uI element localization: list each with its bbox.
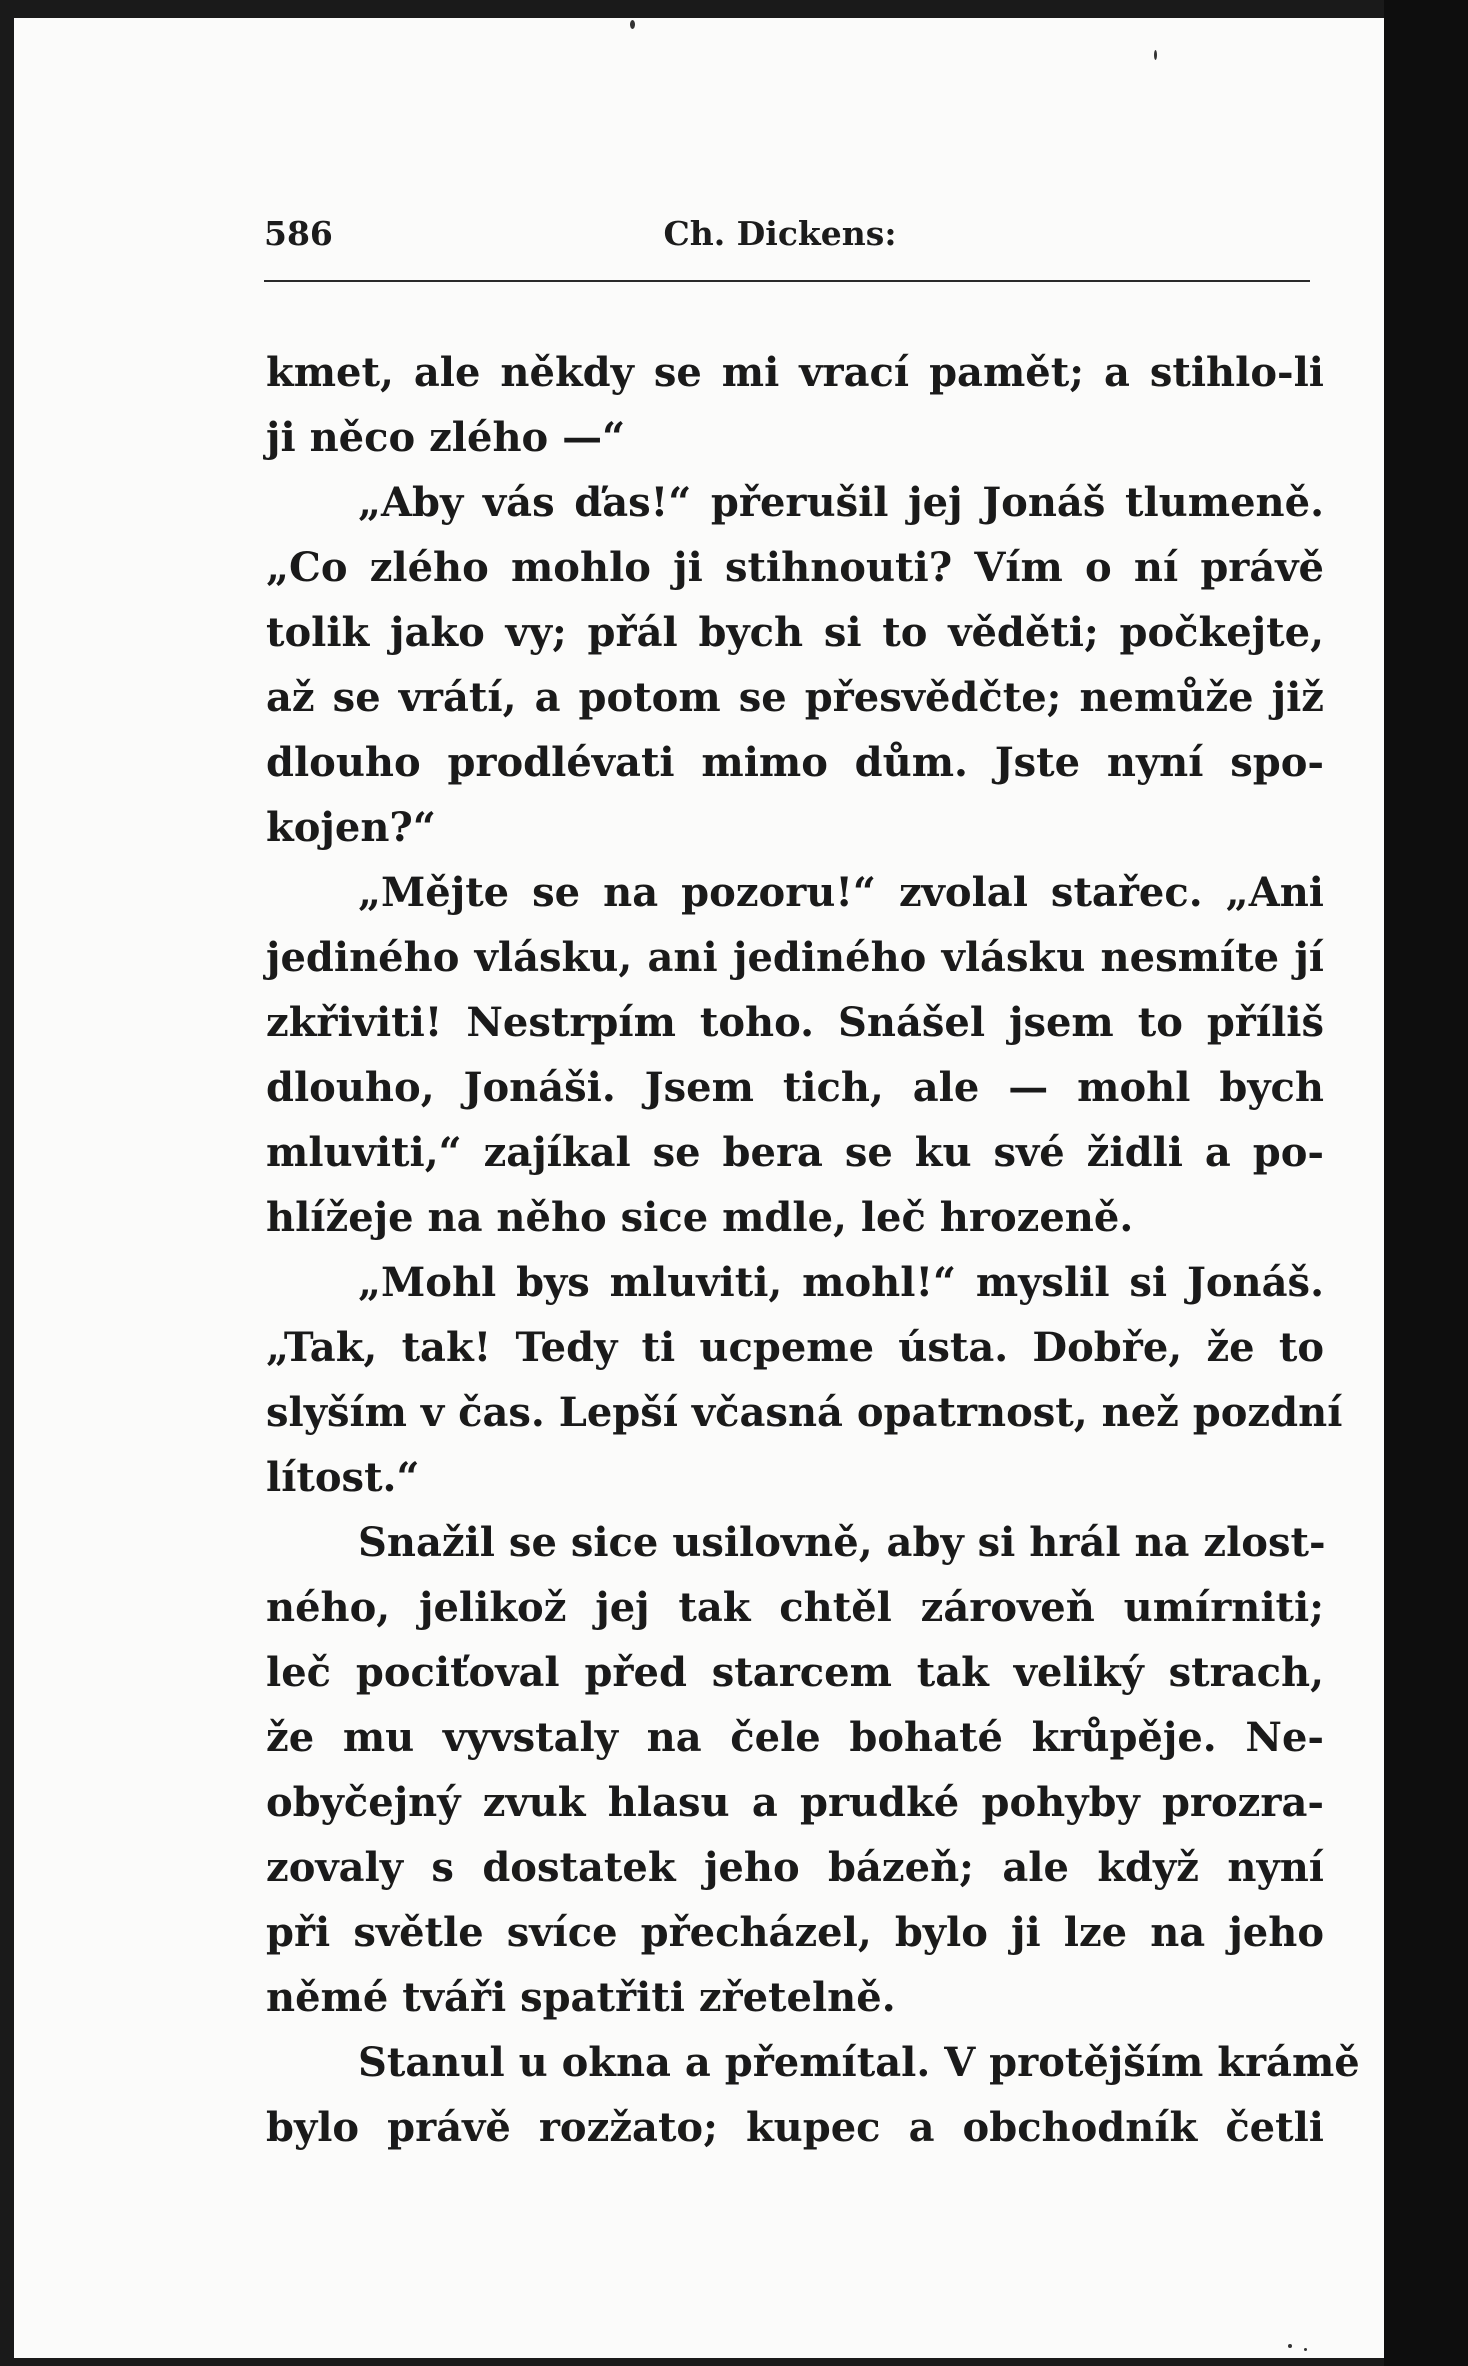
header-rule: [264, 280, 1310, 282]
text-line: Stanul u okna a přemítal. V protějším krámě: [358, 2039, 1360, 2086]
text-line: až se vrátí, a potom se přesvědčte; nemůže již: [266, 674, 1324, 721]
print-speck: [1304, 2348, 1307, 2351]
book-page: [14, 18, 1384, 2358]
page-number: 586: [264, 214, 333, 253]
print-speck: [1288, 2344, 1292, 2348]
text-line: němé tváři spatřiti zřetelně.: [266, 1974, 896, 2021]
text-line: „Aby vás ďas!“ přerušil jej Jonáš tlumeně.: [358, 479, 1324, 526]
text-line: dlouho prodlévati mimo dům. Jste nyní spo-: [266, 739, 1324, 786]
text-line: dlouho, Jonáši. Jsem tich, ale — mohl bych: [266, 1064, 1324, 1111]
text-line: ného, jelikož jej tak chtěl zároveň umírniti;: [266, 1584, 1324, 1631]
text-line: hlížeje na něho sice mdle, leč hrozeně.: [266, 1194, 1134, 1241]
print-speck: [630, 20, 635, 29]
text-line: při světle svíce přecházel, bylo ji lze na jeho: [266, 1909, 1324, 1956]
text-line: kmet, ale někdy se mi vrací pamět; a stihlo-li: [266, 349, 1324, 396]
text-line: tolik jako vy; přál bych si to věděti; počkejte,: [266, 609, 1324, 656]
page-header: [250, 214, 1310, 258]
text-line: „Mějte se na pozoru!“ zvolal stařec. „Ani: [358, 869, 1324, 916]
text-line: jediného vlásku, ani jediného vlásku nesmíte jí: [266, 934, 1324, 981]
body-text: [266, 340, 1360, 2160]
text-line: zovaly s dostatek jeho bázeň; ale když nyní: [266, 1844, 1324, 1891]
text-line: obyčejný zvuk hlasu a prudké pohyby prozra-: [266, 1779, 1324, 1826]
running-head: Ch. Dickens:: [663, 214, 897, 253]
scan-edge: [1384, 0, 1468, 2366]
text-line: kojen?“: [266, 804, 436, 851]
text-line: „Tak, tak! Tedy ti ucpeme ústa. Dobře, že to: [266, 1324, 1324, 1371]
text-line: zkřiviti! Nestrpím toho. Snášel jsem to příliš: [266, 999, 1324, 1046]
print-speck: [1154, 50, 1157, 60]
text-line: bylo právě rozžato; kupec a obchodník četli: [266, 2104, 1324, 2151]
text-line: mluviti,“ zajíkal se bera se ku své židli a po-: [266, 1129, 1324, 1176]
text-line: „Co zlého mohlo ji stihnouti? Vím o ní právě: [266, 544, 1324, 591]
text-line: leč pociťoval před starcem tak veliký strach,: [266, 1649, 1324, 1696]
text-line: ji něco zlého —“: [266, 414, 626, 461]
text-line: slyším v čas. Lepší včasná opatrnost, než pozdní: [266, 1389, 1343, 1436]
text-line: Snažil se sice usilovně, aby si hrál na zlost-: [358, 1519, 1326, 1566]
text-line: lítost.“: [266, 1454, 420, 1501]
text-line: že mu vyvstaly na čele bohaté krůpěje. Ne-: [266, 1714, 1324, 1761]
text-line: „Mohl bys mluviti, mohl!“ myslil si Jonáš.: [358, 1259, 1324, 1306]
